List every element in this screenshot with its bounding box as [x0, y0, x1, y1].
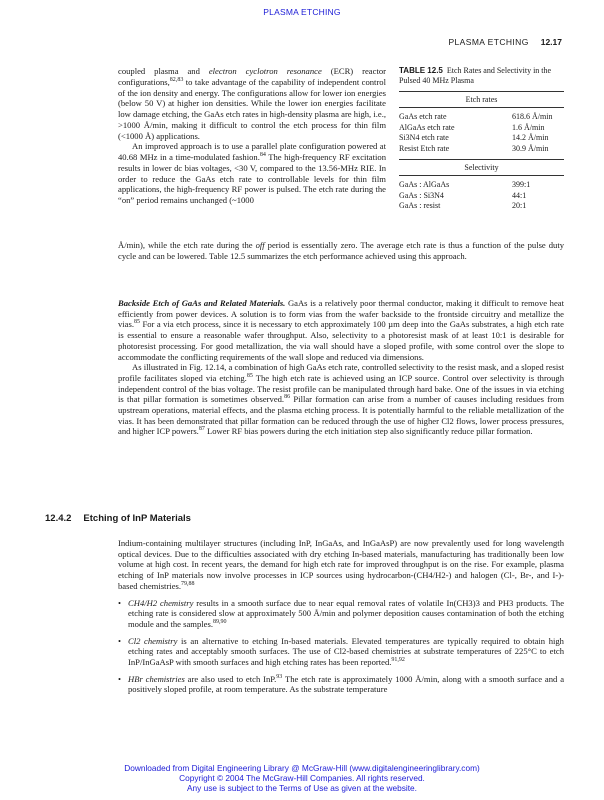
table-cell-name: GaAs etch rate: [399, 112, 447, 121]
list-item: [118, 598, 564, 630]
text: The etch rate is approximately 1000 Å/min, along with a smooth surface and a positively sloped profile, at room temperature. As the substrate temperature: [128, 673, 565, 695]
table-row: [399, 133, 564, 144]
table-row: [399, 112, 564, 123]
table-cell-name: Si3N4 etch rate: [399, 133, 449, 142]
table-row: [399, 144, 564, 155]
section-number: 12.4.2: [45, 513, 72, 524]
bullet-icon: •: [118, 597, 122, 608]
text: For a via etch process, since it is necessary to etch approximately 100 µm deep into the GaAs substrates, a high etch rate is essential to ensure a reasonable wafer throughput. Also, selectivity to a photoresist mask of at least 10:1 is desirable for photoresist processing. For good metallization, the via wall should have a sloped profile, with some control over the slope to accommodate the conflicting requirements of the wall slope and reduced via dimensions.: [118, 319, 564, 362]
bullet-icon: •: [118, 635, 122, 646]
table-cell-value: 20:1: [512, 201, 527, 210]
table-caption-text: Etch Rates and Selectivity in the Pulsed 40 MHz Plasma: [399, 66, 552, 85]
table-cell-value: 44:1: [512, 190, 527, 200]
text: to take advantage of the capability of independent control of the ion density and energy. The configurations allow for lower ion energies (below 50 V) at higher ion densities. While the lower ion energies facilitate low damage etching, the GaAs etch rates in high-density plasma are high, i.e., >1000 Å/min, making it difficult to control the etch process for thin film (<1000 Å) applications.: [118, 76, 386, 141]
table-cell-value: 399:1: [512, 180, 531, 189]
text: An improved approach is to use a parallel plate configuration powered at 40.68 MHz in a time-modulated fashion.: [118, 141, 386, 162]
chemistry-list: [118, 598, 564, 696]
text-italic: off: [255, 240, 265, 250]
section-heading: [45, 513, 191, 524]
reference: 82,83: [169, 76, 184, 83]
table-row: [399, 191, 564, 202]
text: are also used to etch InP.: [184, 673, 277, 684]
table-cell-name: AlGaAs etch rate: [399, 122, 455, 132]
table-cell-value: 1.6 Å/min: [512, 122, 545, 132]
bullet-icon: •: [118, 673, 122, 684]
table-label: TABLE 12.5: [399, 66, 443, 75]
continued-paragraph: [118, 240, 564, 261]
text: Å/min), while the etch rate during the: [118, 240, 256, 250]
text: (ECR) reactor configurations,: [118, 66, 386, 87]
reference: 89,90: [212, 619, 227, 626]
table-cell-name: GaAs : AlGaAs: [399, 180, 450, 189]
reference: 93: [276, 673, 283, 680]
list-item: [118, 636, 564, 668]
table-cell-name: GaAs : Si3N4: [399, 190, 444, 200]
inp-section: [118, 538, 564, 695]
intro-paragraph: [118, 66, 386, 141]
text: The high etch rate is achieved using an ICP source. Control over selectivity is through independent control of the bias voltage. The resist profile can be manipulated through hard bake. One of the issues in via etching is that pillar formation is sometimes observed.: [118, 372, 564, 405]
running-head: [448, 37, 562, 47]
table-row: [399, 201, 564, 212]
table-cell-value: 618.6 Å/min: [512, 112, 553, 121]
text: is an alternative to etching In-based materials. Elevated temperatures are typically required to obtain high etching rates and acceptably smooth surfaces. The use of Cl2-based chemistries at substrate temperatures of 225°C to etch InP/InGaAsP with smooth surfaces and high etching rates has been reported.: [128, 635, 564, 668]
reference: 85: [134, 319, 141, 326]
section-title: Etching of InP Materials: [83, 513, 191, 524]
backside-paragraph-2: [118, 362, 564, 437]
text: Indium-containing multilayer structures (including InP, InGaAs, and InGaAsP) are now prevalently used for long wavelength optical devices. Due to the difficulties associated with dry etching In-based materials, manufacturing has traditionally been low volume at high cost. In recent years, the demand for high etch rate for improved throughput is on the rise. For example, plasma etching of InP materials now involve processes in ICP sources using hydrocarbon-(CH4/H2-) and halogen (Cl-, Br-, and I-)-based chemistries.: [118, 538, 564, 591]
chemistry-name: Cl2 chemistry: [128, 635, 178, 646]
inp-paragraph: [118, 538, 564, 592]
intro-column: [118, 66, 386, 206]
chemistry-name: CH4/H2 chemistry: [128, 597, 194, 608]
pulsed-plasma-paragraph: [118, 141, 386, 206]
running-head-title: PLASMA ETCHING: [448, 37, 529, 47]
backside-etch-section: [118, 298, 564, 437]
text: period is essentially zero. The average etch rate is thus a function of the pulse duty cycle and can be lowered. Table 12.5 summarizes the etch performance achieved using this approach.: [118, 240, 565, 261]
list-item: [118, 674, 564, 695]
backside-paragraph-1: [118, 298, 564, 362]
text: Pillar formation can arise from a number of causes including residues from upstream operations, material effects, and the plasma etching process. It is potentially harmful to the reliable metallization of the vias. It has been demonstrated that pillar formation can be reduced through the use of higher Cl2 flows, lower process pressures, and higher ICP powers.: [118, 394, 565, 437]
page-number: 12.17: [540, 37, 562, 47]
footer-line[interactable]: Any use is subject to the Terms of Use as given at the website.: [187, 782, 417, 793]
run-in-heading: Backside Etch of GaAs and Related Materials.: [118, 298, 286, 308]
reference: 87: [198, 426, 205, 433]
table-row: [399, 180, 564, 191]
text-italic: electron cyclotron resonance: [208, 66, 322, 76]
table-cell-name: Resist Etch rate: [399, 143, 450, 153]
footer-line[interactable]: Copyright © 2004 The McGraw-Hill Companies. All rights reserved.: [179, 772, 425, 783]
text: results in a smooth surface due to near equal removal rates of volatile In(CH3)3 and PH3 products. The etching rate is considered slow at approximately 500 Å/min and polymer deposition causes contamination of both the etching module and the samples.: [128, 597, 565, 629]
reference: 86: [284, 394, 291, 401]
text: As illustrated in Fig. 12.14, a combination of high GaAs etch rate, controlled selectivity to the resist mask, and a sloped resist profile facilitates sloped via etching.: [118, 362, 564, 383]
table-cell-value: 14.2 Å/min: [512, 133, 549, 142]
text: The high-frequency RF excitation results in lower dc bias voltages, <30 V, compared to the 13.56-MHz RIE. In order to reduce the GaAs etch rate to controllable levels for thin film applications, the high-frequency RF power is pulsed. The etch rate during the “on” period remains unchanged (~1000: [118, 152, 386, 205]
text: GaAs is a relatively poor thermal conductor, making it difficult to remove heat efficiently from power devices. A solution is to form vias from the wafer backside to the frontside circuitry and metallize the vias.: [118, 298, 564, 330]
table-section-header: Selectivity: [399, 160, 564, 176]
table-row: [399, 123, 564, 134]
text: coupled plasma and: [118, 66, 209, 76]
table-cell-value: 30.9 Å/min: [512, 143, 549, 153]
table-caption: [399, 66, 564, 86]
reference: 84: [259, 152, 266, 159]
table-12-5: [399, 66, 564, 212]
table-cell-name: GaAs : resist: [399, 201, 441, 210]
banner: PLASMA ETCHING: [263, 7, 341, 17]
reference: 85: [246, 373, 253, 380]
table-section-header: Etch rates: [399, 92, 564, 108]
reference: 79,88: [181, 580, 195, 587]
reference: 91,92: [391, 657, 405, 664]
footer-line[interactable]: Downloaded from Digital Engineering Library @ McGraw-Hill (www.digitalengineeringlibrary.com): [124, 763, 480, 773]
footer: [0, 764, 604, 793]
text: Lower RF bias powers during the etch initiation step also significantly reduce pillar formation.: [204, 426, 533, 437]
chemistry-name: HBr chemistries: [128, 673, 185, 684]
